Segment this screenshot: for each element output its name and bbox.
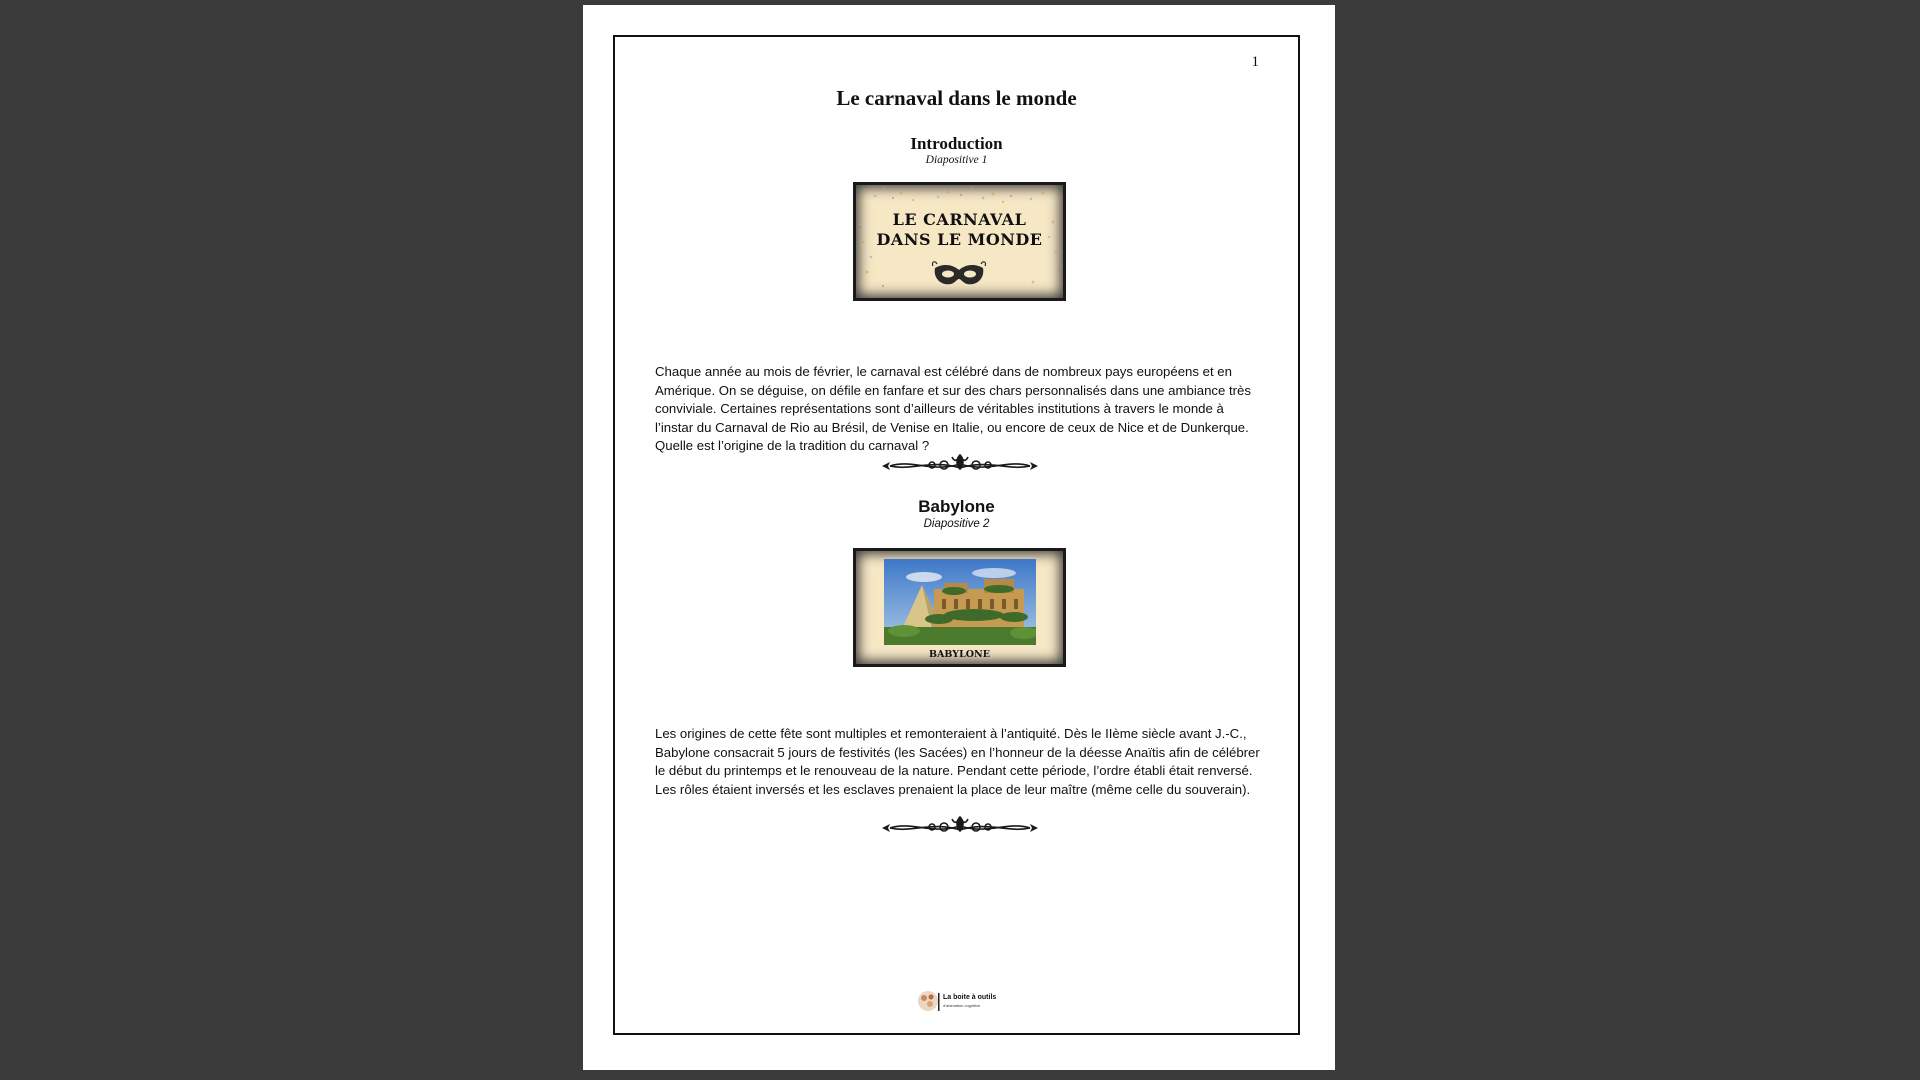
slide-label-2: Diapositive 2 xyxy=(923,518,990,530)
slide-1-title xyxy=(853,210,1066,250)
slide-1-title-line-1: LE CARNAVAL xyxy=(892,210,1027,229)
section-2-paragraph: Les origines de cette fête sont multiples et remonteraient à l’antiquité. Dès le IIème siècle avant J.-C., Babylone consacrait 5 jours de festivités (les Sacées) en l’honneur de la déesse Anaïtis afin de célébrer le début du printemps et le renouveau de la nature. Pendant cette période, l’ordre établi était renversé. Les rôles étaient inversés et les esclaves prenaient la place de leur maître (même celle du souverain). xyxy=(655,726,1260,797)
section-heading-introduction: Introduction xyxy=(910,134,1003,153)
slide-thumbnail-1 xyxy=(853,182,1066,301)
footer-logo xyxy=(915,989,1005,1019)
page-border-frame xyxy=(613,35,1300,1035)
document-page xyxy=(583,5,1335,1070)
page-number: 1 xyxy=(1251,54,1259,70)
carnival-mask-icon xyxy=(931,260,987,290)
ornamental-divider-icon xyxy=(882,811,1038,839)
footer-logo-tagline: d'animation cognitive xyxy=(943,1003,981,1008)
section-heading-babylone: Babylone xyxy=(918,497,995,516)
babylon-hanging-gardens-image xyxy=(884,559,1036,645)
slide-thumbnail-2 xyxy=(853,548,1066,667)
slide-label-1: Diapositive 1 xyxy=(925,154,988,166)
slide-2-caption: BABYLONE xyxy=(929,649,990,660)
footer-logo-name: La boite à outils xyxy=(943,994,997,1001)
document-title: Le carnaval dans le monde xyxy=(836,86,1077,110)
section-1-paragraph: Chaque année au mois de février, le carnaval est célébré dans de nombreux pays européens et en Amérique. On se déguise, on défile en fanfare et sur des chars personnalisés dans une ambiance très conviviale. Certaines représentations sont d’ailleurs de véritables institutions à travers le monde à l’instar du Carnaval de Rio au Brésil, de Venise en Italie, ou encore de ceux de Nice et de Dunkerque. Quelle est l’origine de la tradition du carnaval ? xyxy=(655,364,1251,453)
slide-1-title-line-2: DANS LE MONDE xyxy=(876,230,1043,249)
ornamental-divider-icon xyxy=(882,449,1038,477)
toolbox-logo-icon xyxy=(915,989,941,1017)
